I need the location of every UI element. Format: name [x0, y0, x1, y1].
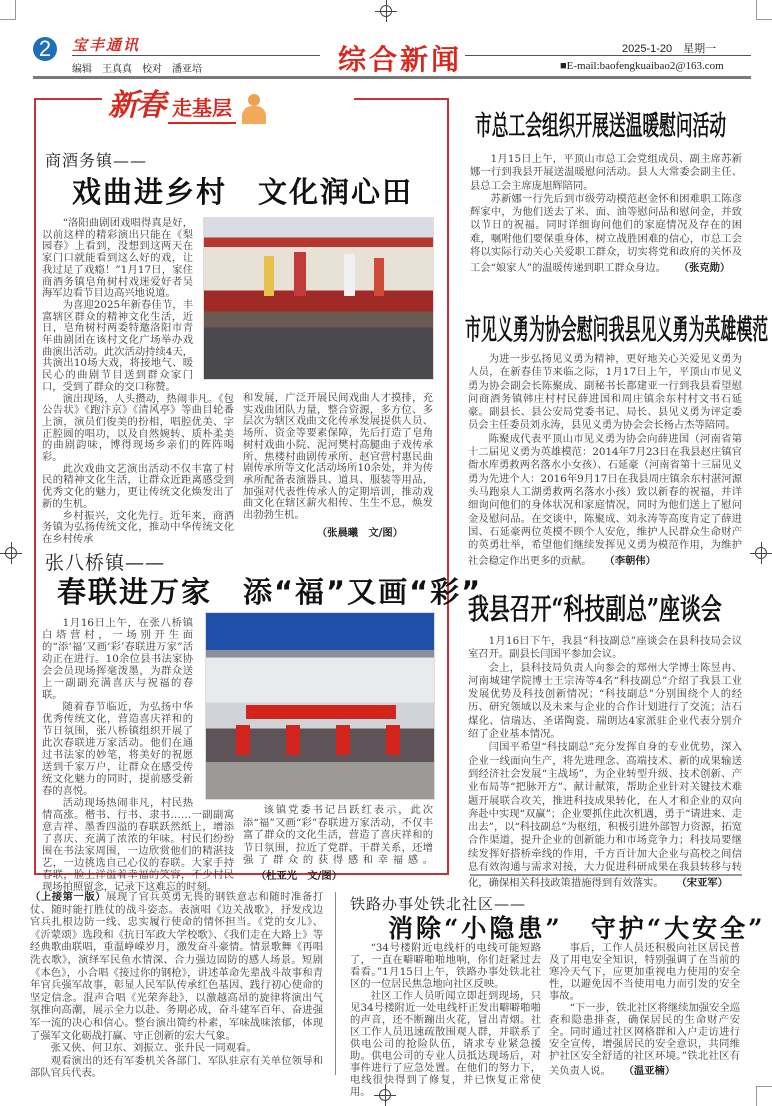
- article-headline-wrap: [468, 587, 772, 626]
- article-headline: 市见义勇为协会慰问我县见义勇为英雄模范: [465, 313, 769, 346]
- byline: （李朝伟）: [609, 555, 656, 568]
- byline: （张克勋）: [683, 262, 731, 275]
- article-headline: 消除“小隐患” 守护“大安全”: [388, 914, 766, 943]
- paragraph: 为喜迎2025年新春佳节，丰富辖区群众的精神文化生活，近日，皂角树村两委特邀洛阳市青年曲剧团在该村文化广场举办戏曲演出活动。此次活动持续4天，共演出10场大戏，将接地气、暖民心的曲剧节目送到群众家门口，受到了群众的交口称赞。: [42, 298, 193, 393]
- paragraph: 1月16日上午，在张八桥镇白塔营村，一场别开生面的“添‘福’又画‘彩’春联进万家”活动正在进行。10余位县书法家协会会员现场挥毫泼墨，为群众送上一副副充满喜庆与祝福的春联。: [42, 617, 193, 701]
- spring-couplets-photo: [205, 612, 435, 800]
- paragraph: “34号楼附近电线杆的电线可能短路了，一直在噼噼啪啪地响，你们赶紧过去看看。”1月15日上午，铁路办事处铁北社区的一位居民焦急地向社区反映。: [350, 942, 541, 990]
- section-divider: [470, 874, 742, 876]
- editors-credit: 编辑 王真真 校对 潘亚培: [72, 64, 202, 75]
- article-kicker: 商酒务镇——: [45, 151, 148, 170]
- article-headline-wrap: [475, 104, 772, 142]
- article-headline: 市总工会组织开展送温暖慰问活动: [475, 111, 727, 142]
- registration-mark-icon: [0, 542, 22, 564]
- paragraph: 乡村振兴，文化先行。近年来，商酒务镇为弘扬传统文化，推动中华传统文化在乡村传承: [42, 509, 234, 545]
- article-body: [468, 353, 742, 569]
- paragraph: 此次戏曲文艺演出活动不仅丰富了村民的精神文化生活，让群众近距离感受到优秀文化的魅力，更让传统文化焕发出了新的生机。: [42, 462, 234, 510]
- paragraph: 张又侠、何卫东、刘振立、张升民一同观看。: [50, 1042, 257, 1055]
- paragraph: 苏新娜一行先后到市级劳动模范赵金怀和困难职工陈彦辉家中，为他们送去了米、面、油等慰问品和慰问金，并致以节日的祝福。同时详细询问他们的家庭情况及存在的困难，嘱咐他们要保重身体，树立战胜困难的信心，市总工会将以实际行动关心关爱职工群众，切实将党和政府的关怀及工会“娘家人”的温暖传递到职工群众身边。: [470, 192, 742, 275]
- issue-date: 2025-1-20 星期一: [622, 43, 717, 55]
- article-body-column: [243, 804, 433, 882]
- crop-mark-icon: [756, 1086, 772, 1106]
- paragraph: 会上，县科技局负责人向参会的郑州大学博士陈昱冉、河南城建学院博士王宗涛等4名“科技副总”介绍了我县工业发展优势及科技创新情况；“科技副总”分别围绕个人的经历、研究领域以及未来与企业的合作计划进行了交流；洁石煤化、信瑞达、圣诺陶瓷、瑞朗达4家派驻企业代表分别介绍了企业基本情况。: [468, 661, 742, 741]
- column-divider: [335, 892, 336, 1075]
- masthead-logo: 宝丰通讯: [72, 36, 141, 54]
- crop-mark-icon: [756, 0, 772, 20]
- page-number-badge: 2: [33, 37, 57, 61]
- article-body: [470, 153, 742, 276]
- banner-title-new-spring: 新春: [108, 88, 164, 123]
- opera-performance-photo: [203, 217, 434, 380]
- paragraph: 展现了官兵英勇无畏的钢铁意志和随时准备打仗、随时能打胜仗的战斗姿态。表演唱《边关战歌》，抒发戍边官兵扎根边防一线、忠实履行使命的情怀担当。《党的女儿》、《沂蒙颂》选段和《抗日军政大学校歌》、《我们走在大路上》等经典歌曲联唱，重温峥嵘岁月，激发奋斗豪情。情景歌舞《再唱洗衣歌》，演绎军民鱼水情深、合力强边固防的感人场景。短剧《本色》，小合唱《接过你的钢枪》，讲述革命先辈战斗故事和青年官兵强军故事，彰显人民军队传承红色基因、践行初心使命的坚定信念。混声合唱《光荣奔赴》，以激越高昂的旋律将演出气氛推向高潮，展示全力以赴、务期必成，奋斗建军百年、奋进强军一流的决心和信心。整台演出简约朴素，军味战味浓郁，体现了强军文化砺战打赢、守正创新的宏大气象。: [30, 891, 324, 1042]
- couplet: [286, 725, 300, 755]
- registration-mark-icon: [375, 0, 397, 22]
- header-rule: [33, 76, 751, 79]
- article-body: [468, 635, 742, 891]
- article-kicker: 张八桥镇——: [45, 552, 166, 574]
- reporter-figure-icon: [240, 94, 266, 124]
- continued-article: [30, 888, 323, 1080]
- article-headline: 我县召开“科技副总”座谈会: [468, 592, 722, 626]
- performer-figure: [374, 258, 384, 296]
- byline: （宋亚军）: [681, 877, 728, 890]
- paragraph: 和发展，广泛开展民间戏曲人才摸排，充实戏曲团队力量，整合资源，多方位、多层次为辖区戏曲文化传承发展提供人员、场所、资金等要素保障，先后打造了皂角树村戏曲小院、泥河樊村高腿曲子戏传承所、焦楼村曲剧传承所、赵官营村惠民曲剧传承所等文化活动场所10余处，并为传承所配备表演器具、道具、服装等用品，加强对代表性传承人的定期培训，推动戏曲文化在辖区薪火相传、生生不息，焕发出勃勃生机。: [243, 392, 433, 522]
- paragraph: 陈聚成代表平顶山市见义勇为协会向薛进国（河南省第十二届见义勇为英雄模范：2014年7月23日在我县赵庄镇官衙水库勇救两名落水小女孩）、石延豪（河南省第十三届见义勇为先进个人：2016年9月17日在我县周庄镇余东村湛河源头马跑泉人工湖勇救两名落水小孩）致以新春的祝福，并详细询问他们的身体状况和家庭情况，同时为他们送上了慰问金及慰问品。在交谈中，陈聚成、刘永涛等高度肯定了薛进国、石延豪两位英模不顾个人安危，维护人民群众生命财产的英勇壮举，希望他们继续发挥见义勇为模范作用，为维护社会稳定作出更多的贡献。: [468, 432, 742, 568]
- article-headline: 戏曲进乡村 文化润心田: [72, 175, 414, 209]
- performer-figure: [344, 254, 355, 296]
- couplet: [236, 725, 250, 755]
- performer-figure: [264, 256, 274, 296]
- registration-mark-icon: [750, 542, 772, 564]
- paragraph: 观看演出的还有军委机关各部门、军队驻京有关单位领导和部队官兵代表。: [30, 1054, 323, 1080]
- article-body: [350, 942, 740, 1098]
- article-body-column: [243, 393, 433, 539]
- paragraph: 随着春节临近，为弘扬中华优秀传统文化，营造喜庆祥和的节日氛围，张八桥镇组织开展了此次春联进万家活动。他们在通过书法家的妙笔，将美好的祝愿送到千家万户，让群众在感受传统文化魅力的同时，提前感受新春的喜悦。: [42, 701, 193, 797]
- paragraph: 事后，工作人员还积极向社区居民普及了用电安全知识，特别强调了在当前的寒冷天气下，应更加重视电力使用的安全性，以避免因不当使用电力而引发的安全事故。: [549, 942, 740, 1002]
- paragraph: “下一步，铁北社区将继续加强安全巡查和隐患排查，确保居民的生命财产安全。同时通过社区网格群和入户走访进行安全宣传，增强居民的安全意识，共同维护社区安全舒适的社区环境。”铁北社区有关负责人说。: [549, 1002, 740, 1077]
- contact-email: ■E-mail:baofengkuaibao2@163.com: [560, 60, 724, 72]
- article-headline: 春联进万家 添“福”又画“彩”: [57, 575, 483, 609]
- paragraph: 演出现场，人头攒动，热闹非凡。《包公告状》《跑汴京》《清风亭》等曲目轮番上演，演员们俊美的扮相，唱腔优美、字正腔圆的唱功，以及自然婉转、质朴柔美的曲剧韵味，博得现场乡亲们的阵阵喝彩。: [42, 392, 234, 464]
- article-kicker: 铁路办事处铁北社区——: [350, 895, 527, 913]
- paragraph: 1月15日上午，平顶山市总工会党组成员、副主席苏新娜一行到我县开展送温暖慰问活动。县人大常委会副主任、县总工会主席庞旭辉陪同。: [470, 153, 742, 192]
- continued-from-label: （上接第一版）: [30, 891, 107, 903]
- article-headline-wrap: [465, 308, 772, 346]
- byline: （杜亚光 文/图）: [261, 869, 342, 882]
- section-title: 综合新闻: [338, 43, 463, 76]
- paragraph: 社区工作人员听闻立即赶到现场，只见34号楼附近一处电线杆正发出噼噼啪啪的声音，还不断蹦出火花，冒出青烟。社区工作人员迅速疏散围观人群，并联系了供电公司的抢险队伍，请求专业紧急援助。供电公司的专业人员抵达现场后，对事件进行了应急处置。在他们的努力下，电线很快得到了修复，并已恢复正常使用。: [350, 990, 541, 1098]
- couplet: [336, 725, 350, 755]
- byline: （温亚楠）: [628, 1065, 676, 1077]
- red-banner: [246, 705, 396, 719]
- banner-title-grassroots: 走基层: [168, 92, 236, 124]
- header-divider: [72, 55, 320, 56]
- paragraph: 该镇党委书记吕跃红表示，此次添“福”又画“彩”春联进万家活动，不仅丰富了群众的文化生活，营造了喜庆祥和的节日氛围，拉近了党群、干群关系，还增强了群众的获得感和幸福感。: [243, 804, 433, 866]
- paragraph: 为进一步弘扬见义勇为精神，更好地关心关爱见义勇为人员，在新春佳节来临之际，1月17日上午，平顶山市见义勇为协会副会长陈聚成、副秘书长都建亚一行到我县看望慰问商酒务镇韩庄村村民薛进国和周庄镇余东村村文书石延豪。副县长、县公安局党委书记、局长、县见义勇为评定委员会主任委员刘永涛，县见义勇为协会会长杨占杰等陪同。: [468, 353, 742, 432]
- crop-mark-icon: [0, 0, 16, 20]
- feature-banner: [108, 88, 266, 124]
- paragraph: 活动现场热闹非凡，村民热情高涨。楷书、行书、隶书……一副副寓意吉祥、墨香四溢的春联跃然纸上，增添了喜庆、充满了浓浓的年味。村民们纷纷围在书法家周围，一边欣赏他们的精湛技艺，一边挑选自己心仪的春联。大家手持春联，脸上洋溢着幸福的笑容，不少村民现场拍照留念，记录下这难忘的时刻。: [42, 797, 234, 893]
- performer-figure: [294, 252, 306, 296]
- paragraph: 1月16日下午，我县“科技副总”座谈会在县科技局会议室召开。副县长闫国平参加会议。: [468, 635, 742, 661]
- paragraph: “洛阳曲剧团戏唱得真是好，以前这样的精彩演出只能在《梨园春》上看到，没想到这两天在家门口就能看到这么好的戏，让我过足了戏瘾！”1月17日，家住商酒务镇皂角树村戏迷爱好者吴海军边看节目边高兴地说道。: [42, 217, 193, 300]
- paragraph: 闫国平希望“科技副总”充分发挥自身的专业优势，深入企业一线面向生产，将先进理念、高端技术、新的成果输送到经济社会发展“主战场”，为企业转型升级、技术创新、产业布局等“把脉开方”、献计献策，帮助企业针对关键技术难题开展联合攻关，推进科技成果转化，在人才和企业的双向奔赴中实现“双赢”；企业要抓住此次机遇，勇于“请进来、走出去”，以“科技副总”为枢纽，积极引进外部智力资源，拓宽合作渠道，提升企业的创新能力和市场竞争力；科技局要继续发挥好搭桥牵线的作用，千方百计加大企业与高校之间信息有效沟通与需求对接，大力促进科研成果在我县转移与转化，确保相关科技政策措施得到有效落实。: [468, 741, 742, 890]
- couplet: [386, 725, 400, 755]
- byline: （张晨曦 文/图）: [316, 526, 403, 539]
